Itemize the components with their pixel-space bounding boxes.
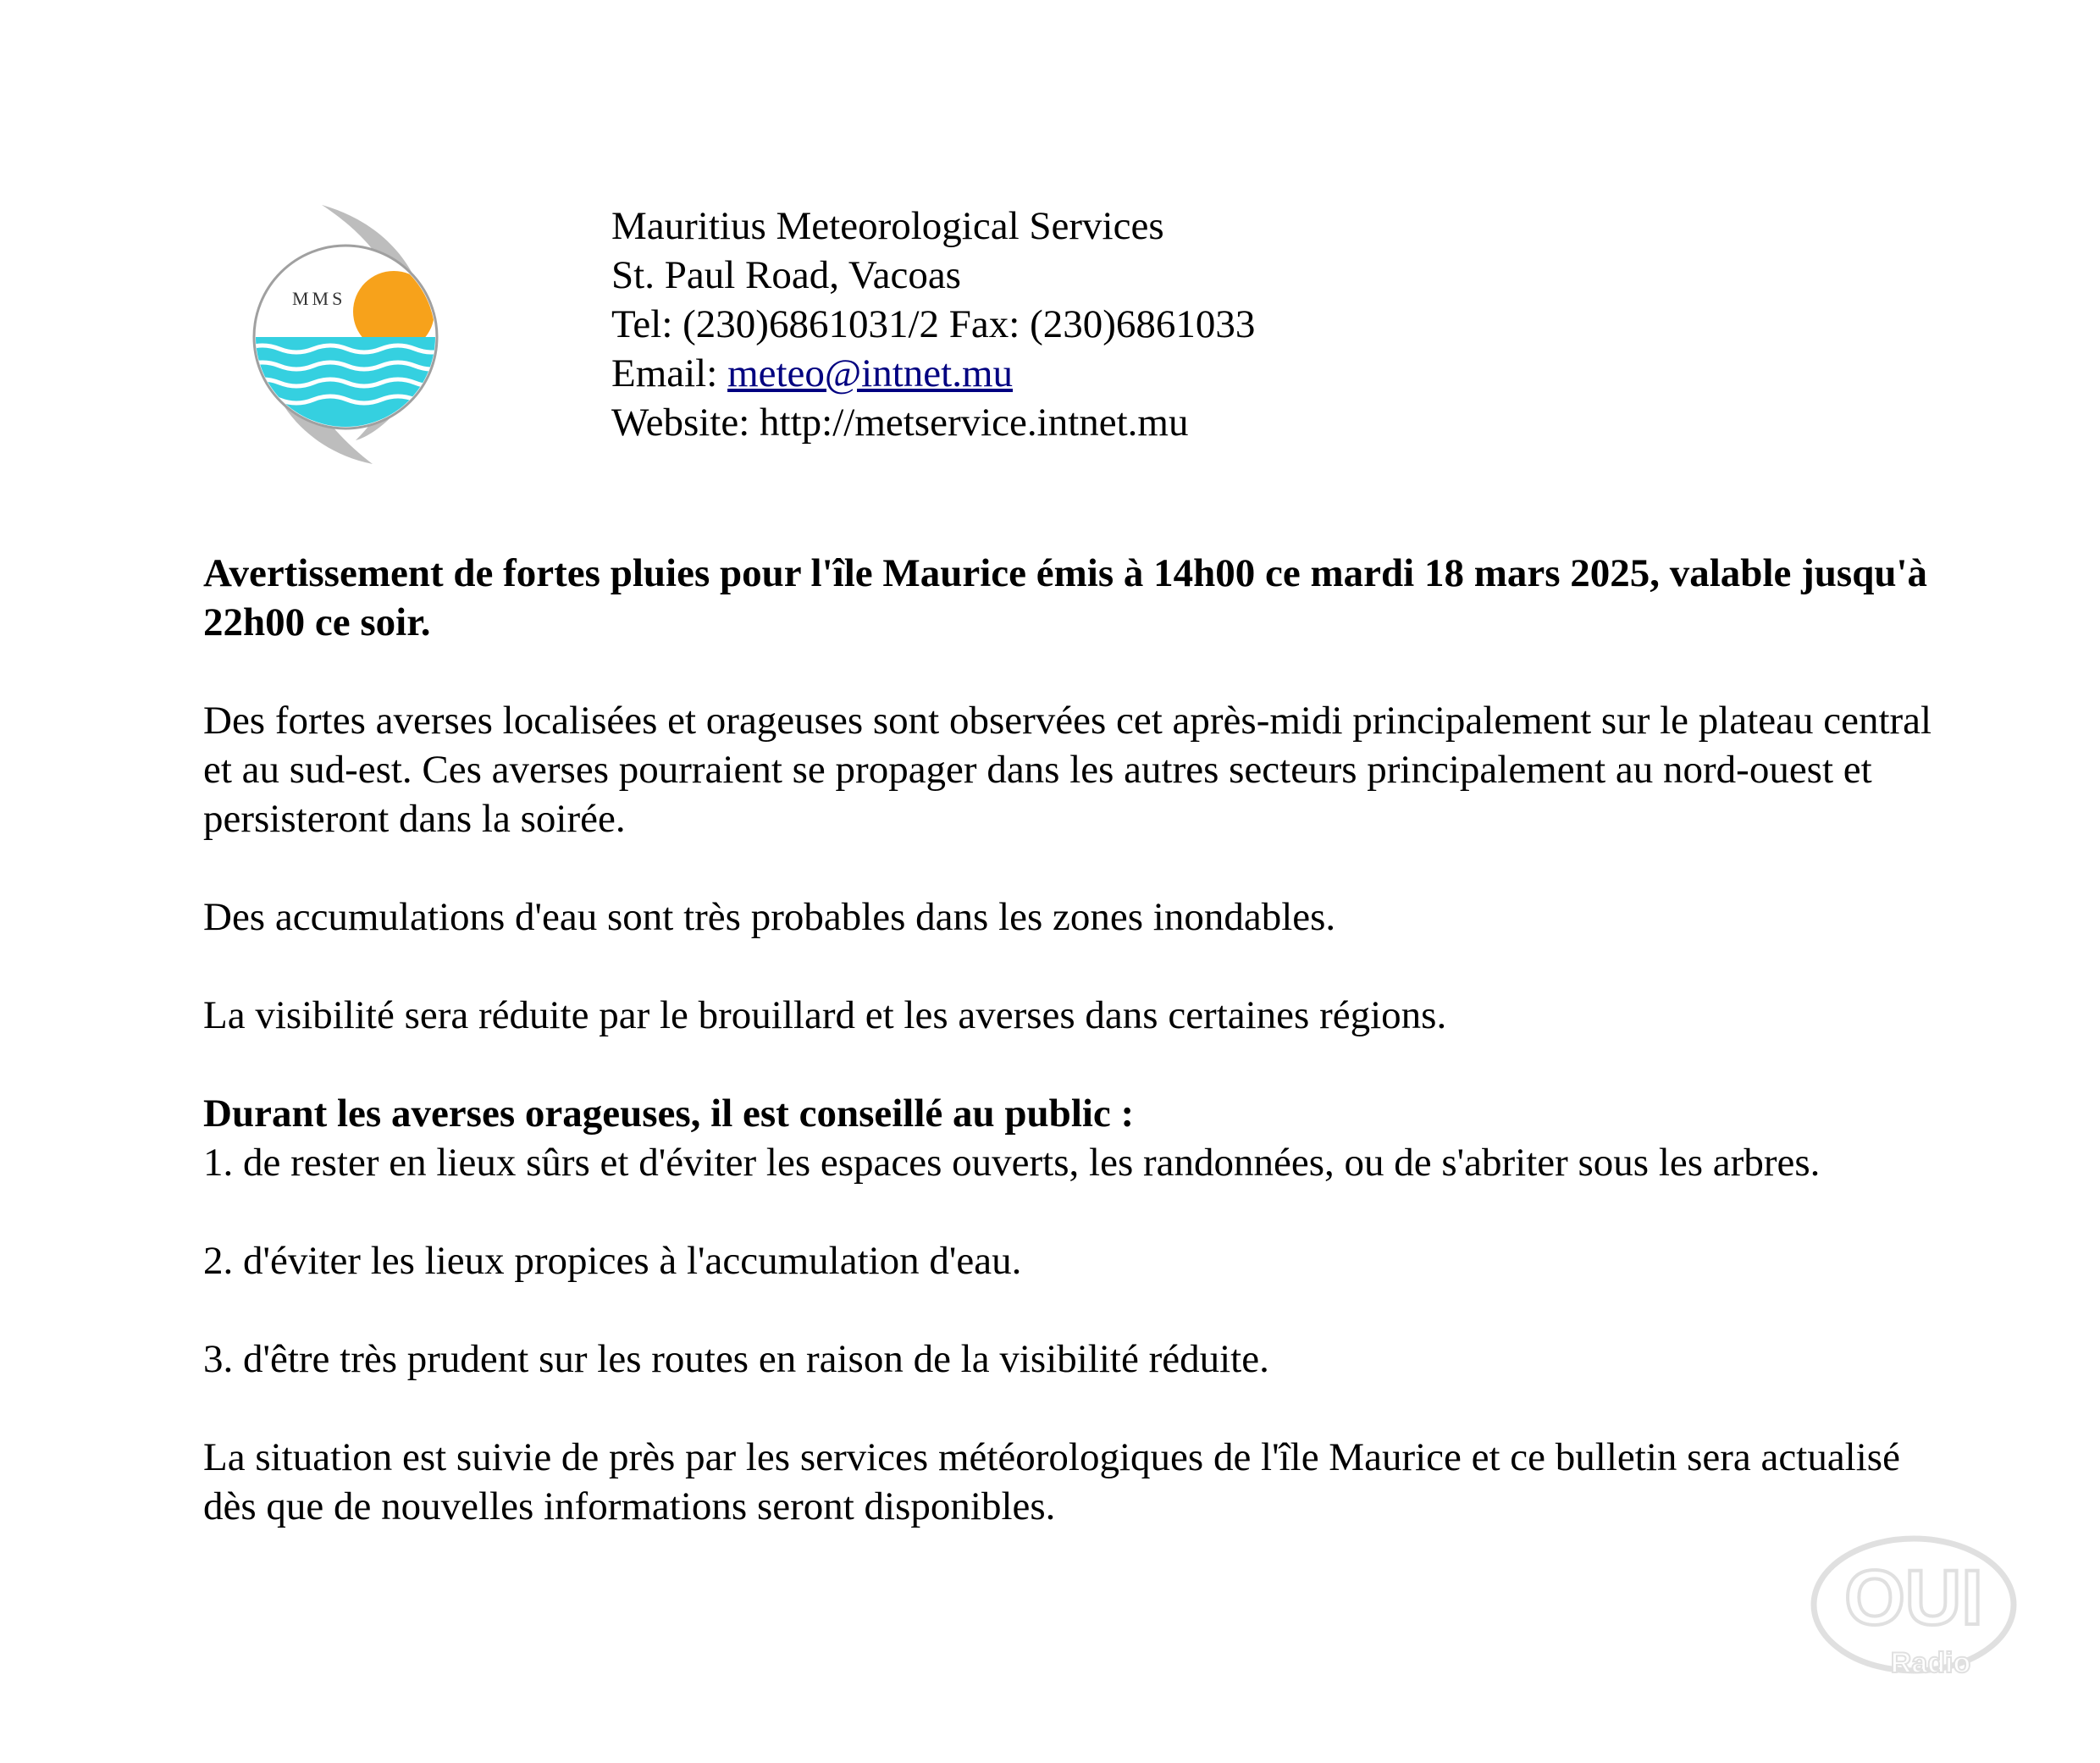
radio-watermark-logo [1804,1524,2024,1694]
mms-logo [246,195,466,474]
advice-item-2: 2. d'éviter les lieux propices à l'accumulation d'eau. [203,1239,1022,1283]
bulletin-paragraph-3: La visibilité sera réduite par le brouillard et les averses dans certaines régions. [203,993,1447,1037]
advice-item-3: 3. d'être très prudent sur les routes en raison de la visibilité réduite. [203,1337,1269,1381]
bulletin-title: Avertissement de fortes pluies pour l'île Maurice émis à 14h00 ce mardi 18 mars 2025, valable jusqu'à 22h00 ce soir. [203,551,1928,644]
logo-text: MMS [292,288,346,309]
watermark-brand: OUI [1844,1555,1983,1641]
watermark-sub: Radio [1890,1647,1971,1679]
bulletin-paragraph-1: Des fortes averses localisées et orageuses sont observées cet après-midi principalement sur le plateau central et au sud-est. Ces averses pourraient se propager dans les autres secteurs principalement au nord-ouest et persisteront dans la soirée. [203,699,1932,841]
advice-item-1: 1. de rester en lieux sûrs et d'éviter les espaces ouverts, les randonnées, ou de s'abriter sous les arbres. [203,1141,1821,1185]
advice-title: Durant les averses orageuses, il est conseillé au public : [203,1092,1135,1136]
email-label: Email: [611,351,728,395]
bulletin-paragraph-2: Des accumulations d'eau sont très probables dans les zones inondables. [203,895,1336,939]
email-link[interactable]: meteo@intnet.mu [727,351,1014,395]
org-address: St. Paul Road, Vacoas [611,253,961,297]
org-email-line [611,349,1255,398]
org-phone-fax: Tel: (230)6861031/2 Fax: (230)6861033 [611,302,1256,346]
org-name: Mauritius Meteorological Services [611,204,1164,248]
bulletin-body [203,549,1939,1580]
bulletin-closing: La situation est suivie de près par les services météorologiques de l'île Maurice et ce bulletin sera actualisé dès que de nouvelles informations seront disponibles. [203,1435,1900,1528]
contact-header [611,202,1255,447]
org-website: Website: http://metservice.intnet.mu [611,401,1189,445]
